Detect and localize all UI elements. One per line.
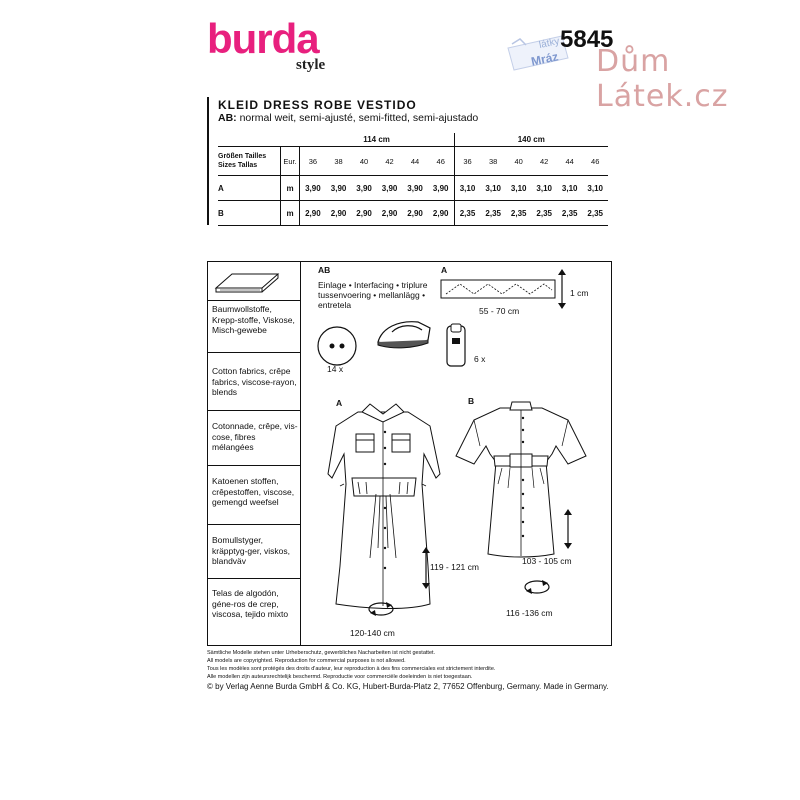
view-a-length: 119 - 121 cm	[430, 562, 479, 572]
burda-style-logo: style	[296, 57, 326, 73]
width-header-140: 140 cm	[454, 133, 608, 147]
height-arrow-icon	[556, 268, 568, 310]
width-header-114: 114 cm	[300, 133, 455, 147]
watermark-latky: látky	[538, 35, 561, 52]
size-cell: 42	[531, 147, 557, 176]
size-cell: 36	[300, 147, 326, 176]
interfacing-text: Einlage • Interfacing • triplure	[318, 280, 428, 290]
watermark-mraz: Mráz	[529, 49, 560, 69]
size-cell: 40	[351, 147, 377, 176]
fabric-divider	[207, 524, 300, 525]
fabric-text-nl: Katoenen stoffen, crêpestoffen, viscose, gemengd weefsel	[212, 476, 295, 507]
size-label: Größen Tailles Sizes Tallas	[218, 147, 281, 176]
length-arrow-b-icon	[562, 508, 574, 550]
view-a-label: A	[336, 398, 343, 408]
size-cell: 44	[557, 147, 583, 176]
size-cell: 36	[454, 147, 480, 176]
stopper-count: 6 x	[474, 354, 486, 364]
size-cell: 38	[326, 147, 352, 176]
fabric-divider	[207, 352, 300, 353]
interfacing-text: entretela	[318, 300, 352, 310]
fabric-text-de: Baumwollstoffe, Krepp-stoffe, Viskose, Misch-gewebe	[212, 304, 295, 335]
cord-stopper-icon	[444, 322, 468, 370]
size-cell: 42	[377, 147, 403, 176]
size-cell: 38	[480, 147, 506, 176]
tape-view: A	[441, 265, 448, 275]
table-row: B m 2,90 2,90 2,90 2,90 2,90 2,90 2,35 2,35 2,35 2,35 2,35 2,35	[218, 201, 608, 226]
view-b-hem: 116 -136 cm	[506, 608, 553, 618]
iron-icon	[374, 310, 434, 352]
copyright: © by Verlag Aenne Burda GmbH & Co. KG, Hubert-Burda-Platz 2, 77652 Offenburg, Germany. Made in Germany.	[207, 682, 609, 691]
fabric-text-en: Cotton fabrics, crêpe fabrics, viscose-rayon, blends	[212, 366, 297, 397]
yardage-table	[218, 133, 608, 226]
size-cell: 46	[582, 147, 608, 176]
pattern-number: 5845	[560, 26, 614, 53]
interfacing-text: tussenvoering • mellanlägg •	[318, 290, 426, 300]
legal-nl: Alle modellen zijn auteursrechtelijk beschermd. Reproductie voor commerciële doeleinden is niet toegestaan.	[207, 674, 473, 680]
eur-label: Eur.	[281, 147, 300, 176]
legal-en: All models are copyrighted. Reproduction for commercial purposes is not allowed.	[207, 658, 406, 664]
title-rule	[207, 97, 209, 225]
size-cell: 40	[506, 147, 532, 176]
view-a-hem: 120-140 cm	[350, 628, 395, 638]
fabric-text-fr: Cotonnade, crêpe, vis-cose, fibres mélangées	[212, 421, 298, 452]
hem-circumference-b-icon	[522, 578, 552, 596]
table-row: A m 3,90 3,90 3,90 3,90 3,90 3,90 3,10 3,10 3,10 3,10 3,10 3,10	[218, 176, 608, 201]
garment-fit: AB: normal weit, semi-ajusté, semi-fitted, semi-ajustado	[218, 112, 479, 124]
button-icon	[316, 325, 358, 367]
fabric-divider	[207, 410, 300, 411]
hem-circumference-a-icon	[366, 600, 396, 618]
legal-fr: Tous les modèles sont protégés des droits d'auteur, leur reproduction à des fins commerciales est strictement interdite.	[207, 666, 496, 672]
fabric-bolt-icon	[214, 266, 284, 296]
watermark-dum-latek: Dům Látek.cz	[596, 44, 729, 114]
interfacing-views: AB	[318, 265, 331, 275]
buttons-count: 14 x	[327, 364, 344, 374]
size-cell: 46	[428, 147, 454, 176]
fabric-divider	[207, 578, 300, 579]
burda-logo: burda	[207, 15, 319, 62]
panel-divider	[300, 261, 301, 646]
fabric-text-sv: Bomullstyger, kräpptyg-ger, viskos, blandväv	[212, 535, 290, 566]
fabric-divider	[207, 465, 300, 466]
elastic-tape-icon	[440, 276, 560, 302]
legal-de: Sämtliche Modelle stehen unter Urheberschutz, gewerbliches Nacharbeiten ist nicht gestattet.	[207, 650, 436, 656]
view-b-length: 103 - 105 cm	[522, 556, 572, 566]
fabric-text-es: Telas de algodón, géne-ros de crep, viscosa, tejido mixto	[212, 588, 289, 619]
tape-width-label: 1 cm	[570, 288, 589, 298]
size-cell: 44	[402, 147, 428, 176]
view-b-label: B	[468, 396, 475, 406]
garment-title: KLEID DRESS ROBE VESTIDO	[218, 98, 417, 112]
fabric-divider	[207, 300, 300, 301]
tape-length-label: 55 - 70 cm	[479, 306, 520, 316]
